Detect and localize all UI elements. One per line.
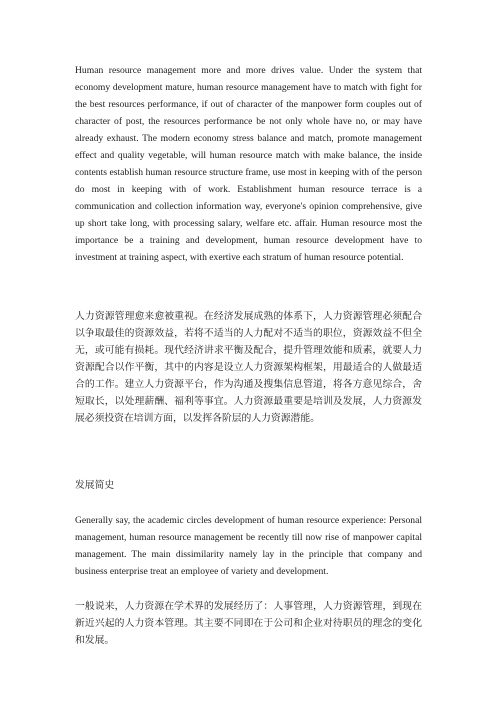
paragraph-english-intro: Human resource management more and more drives value. Under the system that economy development mature, human resource management have to match with fight for the best resources performance, if out of character of the manpower form couples out of character of post, the resources performance be not only whole have no, or may have already exhaust. The modern economy stress balance and match, promote management effect and quality vegetable, will human resource match with make balance, the inside contents establish human resource structure frame, use most in keeping with of the person do most in keeping with of work. Establishment human resource terrace is a communication and collection information way, everyone's opinion comprehensive, give up short take long, with processing salary, welfare etc. affair. Human resource most the importance be a training and development, human resource development have to investment at training aspect, with exertive each stratum of human resource potential. (75, 65, 422, 263)
blank-line (75, 494, 422, 511)
section-heading: 发展简史 (75, 480, 115, 491)
document-body (75, 62, 422, 649)
paragraph-english-history: Generally say, the academic circles development of human resource experience: Personal management, human resource management be recently till now rise of manpower capital management. The main dissimilarity namely lay in the principle that company and business enterprise treat an employee of variety and development. (75, 515, 422, 577)
paragraph-chinese-intro: 人力资源管理愈来愈被重视。在经济发展成熟的体系下，人力资源管理必须配合以争取最佳的资源效益，若将不适当的人力配对不适当的职位，资源效益不但全无，或可能有损耗。现代经济讲求平衡及配合，提升管理效能和质素，就要人力资源配合以作平衡，其中的内容是设立人力资源架构框架，用最适合的人做最适合的工作。建立人力资源平台，作为沟通及搜集信息管道，将各方意见综合，舍短取长，以处理薪酬、福利等事宜。人力资源最重要是培训及发展，人力资源发展必须投资在培训方面，以发挥各阶层的人力资源潜能。 (75, 311, 422, 424)
paragraph-chinese-history: 一般说来，人力资源在学术界的发展经历了：人事管理，人力资源管理，到现在新近兴起的人力资本管理。其主要不同即在于公司和企业对待职员的理念的变化和发展。 (75, 601, 422, 646)
